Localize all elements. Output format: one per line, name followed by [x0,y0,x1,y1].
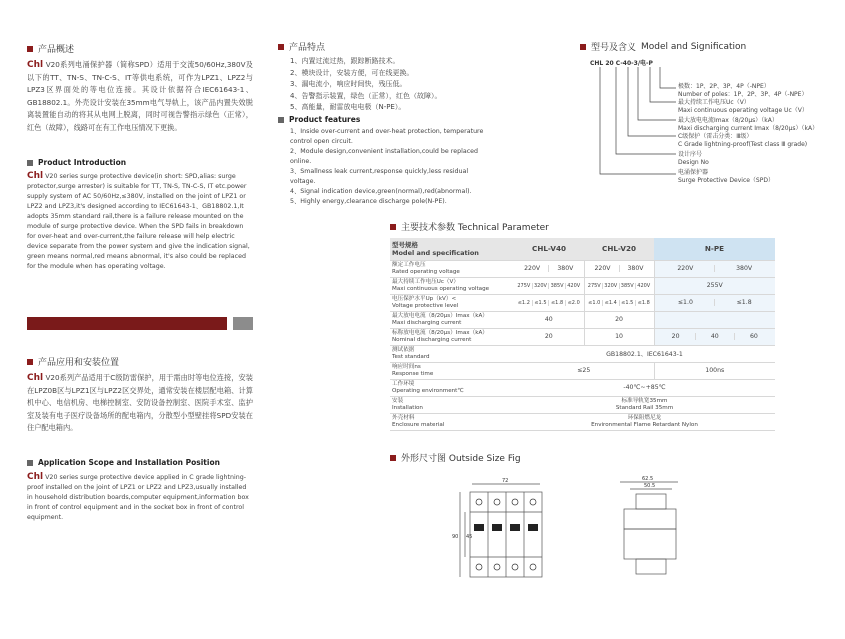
bullet-square-icon [27,359,33,365]
list-item: 3、漏电流小，响应时间快，残压低。 [290,80,407,88]
table-row: 测试依据 Test standard GB18802.1、IEC61643-1 [390,345,775,362]
application-title: 产品应用和安装位置 [27,355,253,368]
tech-title: 主要技术参数 Technical Parameter [390,220,790,233]
overview-title: 产品概述 [27,42,253,55]
list-item: 5、Highly energy,clearance discharge pole(N-PE). [290,198,447,205]
table-row: 工作环境 Operating environment℃ -40℃~+85℃ [390,379,775,396]
list-item: 4、告警指示装置，绿色（正常），红色（故障）。 [290,91,442,100]
model-title: 型号及含义 Model and Signification [580,40,830,53]
model-line-spd: 电涌保护器 Surge Protective Device（SPD） [678,169,774,184]
model-diagram [590,58,830,193]
features-section [278,40,478,114]
model-bracket-lines [590,58,690,193]
table-row: 安装 Installation 标准导轨宽35mm Standard Rail 35mm [390,396,775,413]
dim-side2: 50.5 [644,483,656,489]
table-row: 标称放电电流（8/20μs）Imax（kA） Nominal discharging current 20 10 20 40 60 [390,328,775,345]
features-title: 产品特点 [278,40,478,53]
model-line-grade: C级保护（雷击分类：Ⅲ级） C Grade lightning-proof(Test class Ⅲ grade) [678,133,808,148]
overview-section [27,42,253,134]
dim-inner: 45 [466,534,473,540]
list-item: 1、Inside over-current and over-heat protection, temperature control open circuit. [290,128,484,145]
features-list [278,56,478,114]
application-en-section [27,458,253,523]
bullet-square-icon [278,117,284,123]
application-text: Chl V20系列产品适用于C级防雷保护，用于需由时等电位连接，安装在LPZ0B区与LPZ1区与LPZ2区交界处，通常安装在楼层配电箱、计算机中心、电信机房、电梯控制室、安防设备控制室、医院手术室、监护室及装有电子医疗设备场所的配电箱内，分散型小型壁挂将SPD安装在住户配电箱内。 [27,373,253,432]
bullet-square-icon [27,160,33,166]
model-line-poles: 极数：1P、2P、3P、4P（-NPE） Number of poles：1P、2P、3P、4P（-NPE） [678,83,808,98]
list-item: 5、高能量，耐雷放电电极（N-PE）。 [290,103,406,111]
dim-height: 90 [452,534,459,540]
tech-section [390,220,790,233]
intro-section [27,158,253,272]
outline-title: 外形尺寸图 Outside Size Fig [390,451,690,464]
bullet-square-icon [390,455,396,461]
outline-drawing [440,472,700,582]
application-en-title: Application Scope and Installation Position [27,458,253,467]
table-row: 响应时间ns Response time ≤25 100ns [390,362,775,379]
divider-band-grey [233,317,253,330]
dim-width: 72 [502,478,509,484]
bullet-square-icon [27,460,33,466]
intro-text: Chl V20 series surge protective device(in short: SPD,alias: surge protector,surge arrester) is suitable for TT, TN-S, TN-C-S, IT etc.power supply system of AC 50/60Hz,≤380V, installed on the joint of LPZ1 or LPZ2 and LPZ3,it's designed according to IEC61643-1、GB18802.1,It adopts 35mm standard rail,there is a failure release mounted on the module of surge protective device. When the SPD fails in breakdown for over-heat and over-current,the failure release will help electric device separate from the power system and give the indication signal, green means normal,red means abnormal, it's also could be replaced for the module when has operating voltage. [27,171,250,270]
list-item: 2、Module design,convenient installation,could be replaced online. [290,148,479,165]
divider-band [27,317,227,330]
features-en-list [278,127,488,207]
list-item: 2、模块设计，安装方便，可在线更换。 [290,68,414,77]
list-item: 3、Smallness leak current,response quickly,less residual voltage. [290,168,469,185]
features-en-title: Product features [278,115,488,124]
model-line-uc: 最大持续工作电压Uc（V） Maxi continuous operating voltage Uc（V） [678,99,808,114]
header-npe: N-PE [654,238,775,260]
tech-table [390,238,775,431]
header-v40: CHL-V40 [514,238,584,260]
model-line-imax: 最大放电电流Imax（8/20μs）（kA） Maxi discharging current Imax（8/20μs）（kA） [678,117,819,132]
application-en-text: Chl V20 series surge protective device applied in C grade lightning-proof installed on the joint of LPZ1 or LPZ2 and LPZ3,usually installed in household distribution boards,computer equipment,information box in front of control equipment and in the socket box in front of control equipment. [27,472,249,521]
table-header-row [390,238,775,260]
header-model-spec: 型号规格 Model and specification [390,238,514,260]
bullet-square-icon [278,44,284,50]
table-row: 最大持续工作电压Uc（V） Maxi continuous operating voltage 275V 320V 385V 420V 275V 320V 385V 420V 255V [390,277,775,294]
dim-side: 62.5 [642,476,654,482]
list-item: 1、内置过流过热，跟踪断路技术。 [290,57,400,65]
overview-text: Chl V20系列电涌保护器（简称SPD）适用于交流50/60Hz,380V及以下的TT、TN-S、TN-C-S、IT等供电系统，可作为LPZ1、LPZ2与LPZ3区界面处的等电位连接。其设计依据符合IEC61643-1、GB18802.1。外壳设计安装在35mm电气导轨上，该产品内置失效脱离装置能自动的将其从电网上脱离，同时可视告警指示绿色（正常），红色（故障），线路可在有工作电压情况下更换。 [27,60,253,132]
features-en-section [278,115,488,207]
intro-title: Product Introduction [27,158,253,167]
bullet-square-icon [27,46,33,52]
outline-section [390,451,690,464]
table-row: 外壳材料 Enclosure material 环保阻燃尼龙 Environmental Flame Retardant Nylon [390,413,775,430]
header-v20: CHL-V20 [584,238,654,260]
bullet-square-icon [580,44,586,50]
table-row: 额定工作电压 Rated operating voltage 220V 380V 220V 380V 220V 380V [390,260,775,277]
bullet-square-icon [390,224,396,230]
model-line-design: 设计序号 Design No [678,151,709,166]
list-item: 4、Signal indication device,green(normal),red(abnormal). [290,188,472,195]
application-section [27,355,253,435]
model-section [580,40,830,53]
model-code: CHL 20 C-40-3/电-P [590,60,653,67]
table-row: 电压保护水平Up（kV）< Voltage protective level ≤1.2 ≤1.5 ≤1.8 ≤2.0 ≤1.0 ≤1.4 ≤1.5 ≤1.8 ≤1.0 ≤1.8 [390,294,775,311]
table-row: 最大放电电流（8/20μs）Imax（kA） Maxi discharging current 40 20 [390,311,775,328]
